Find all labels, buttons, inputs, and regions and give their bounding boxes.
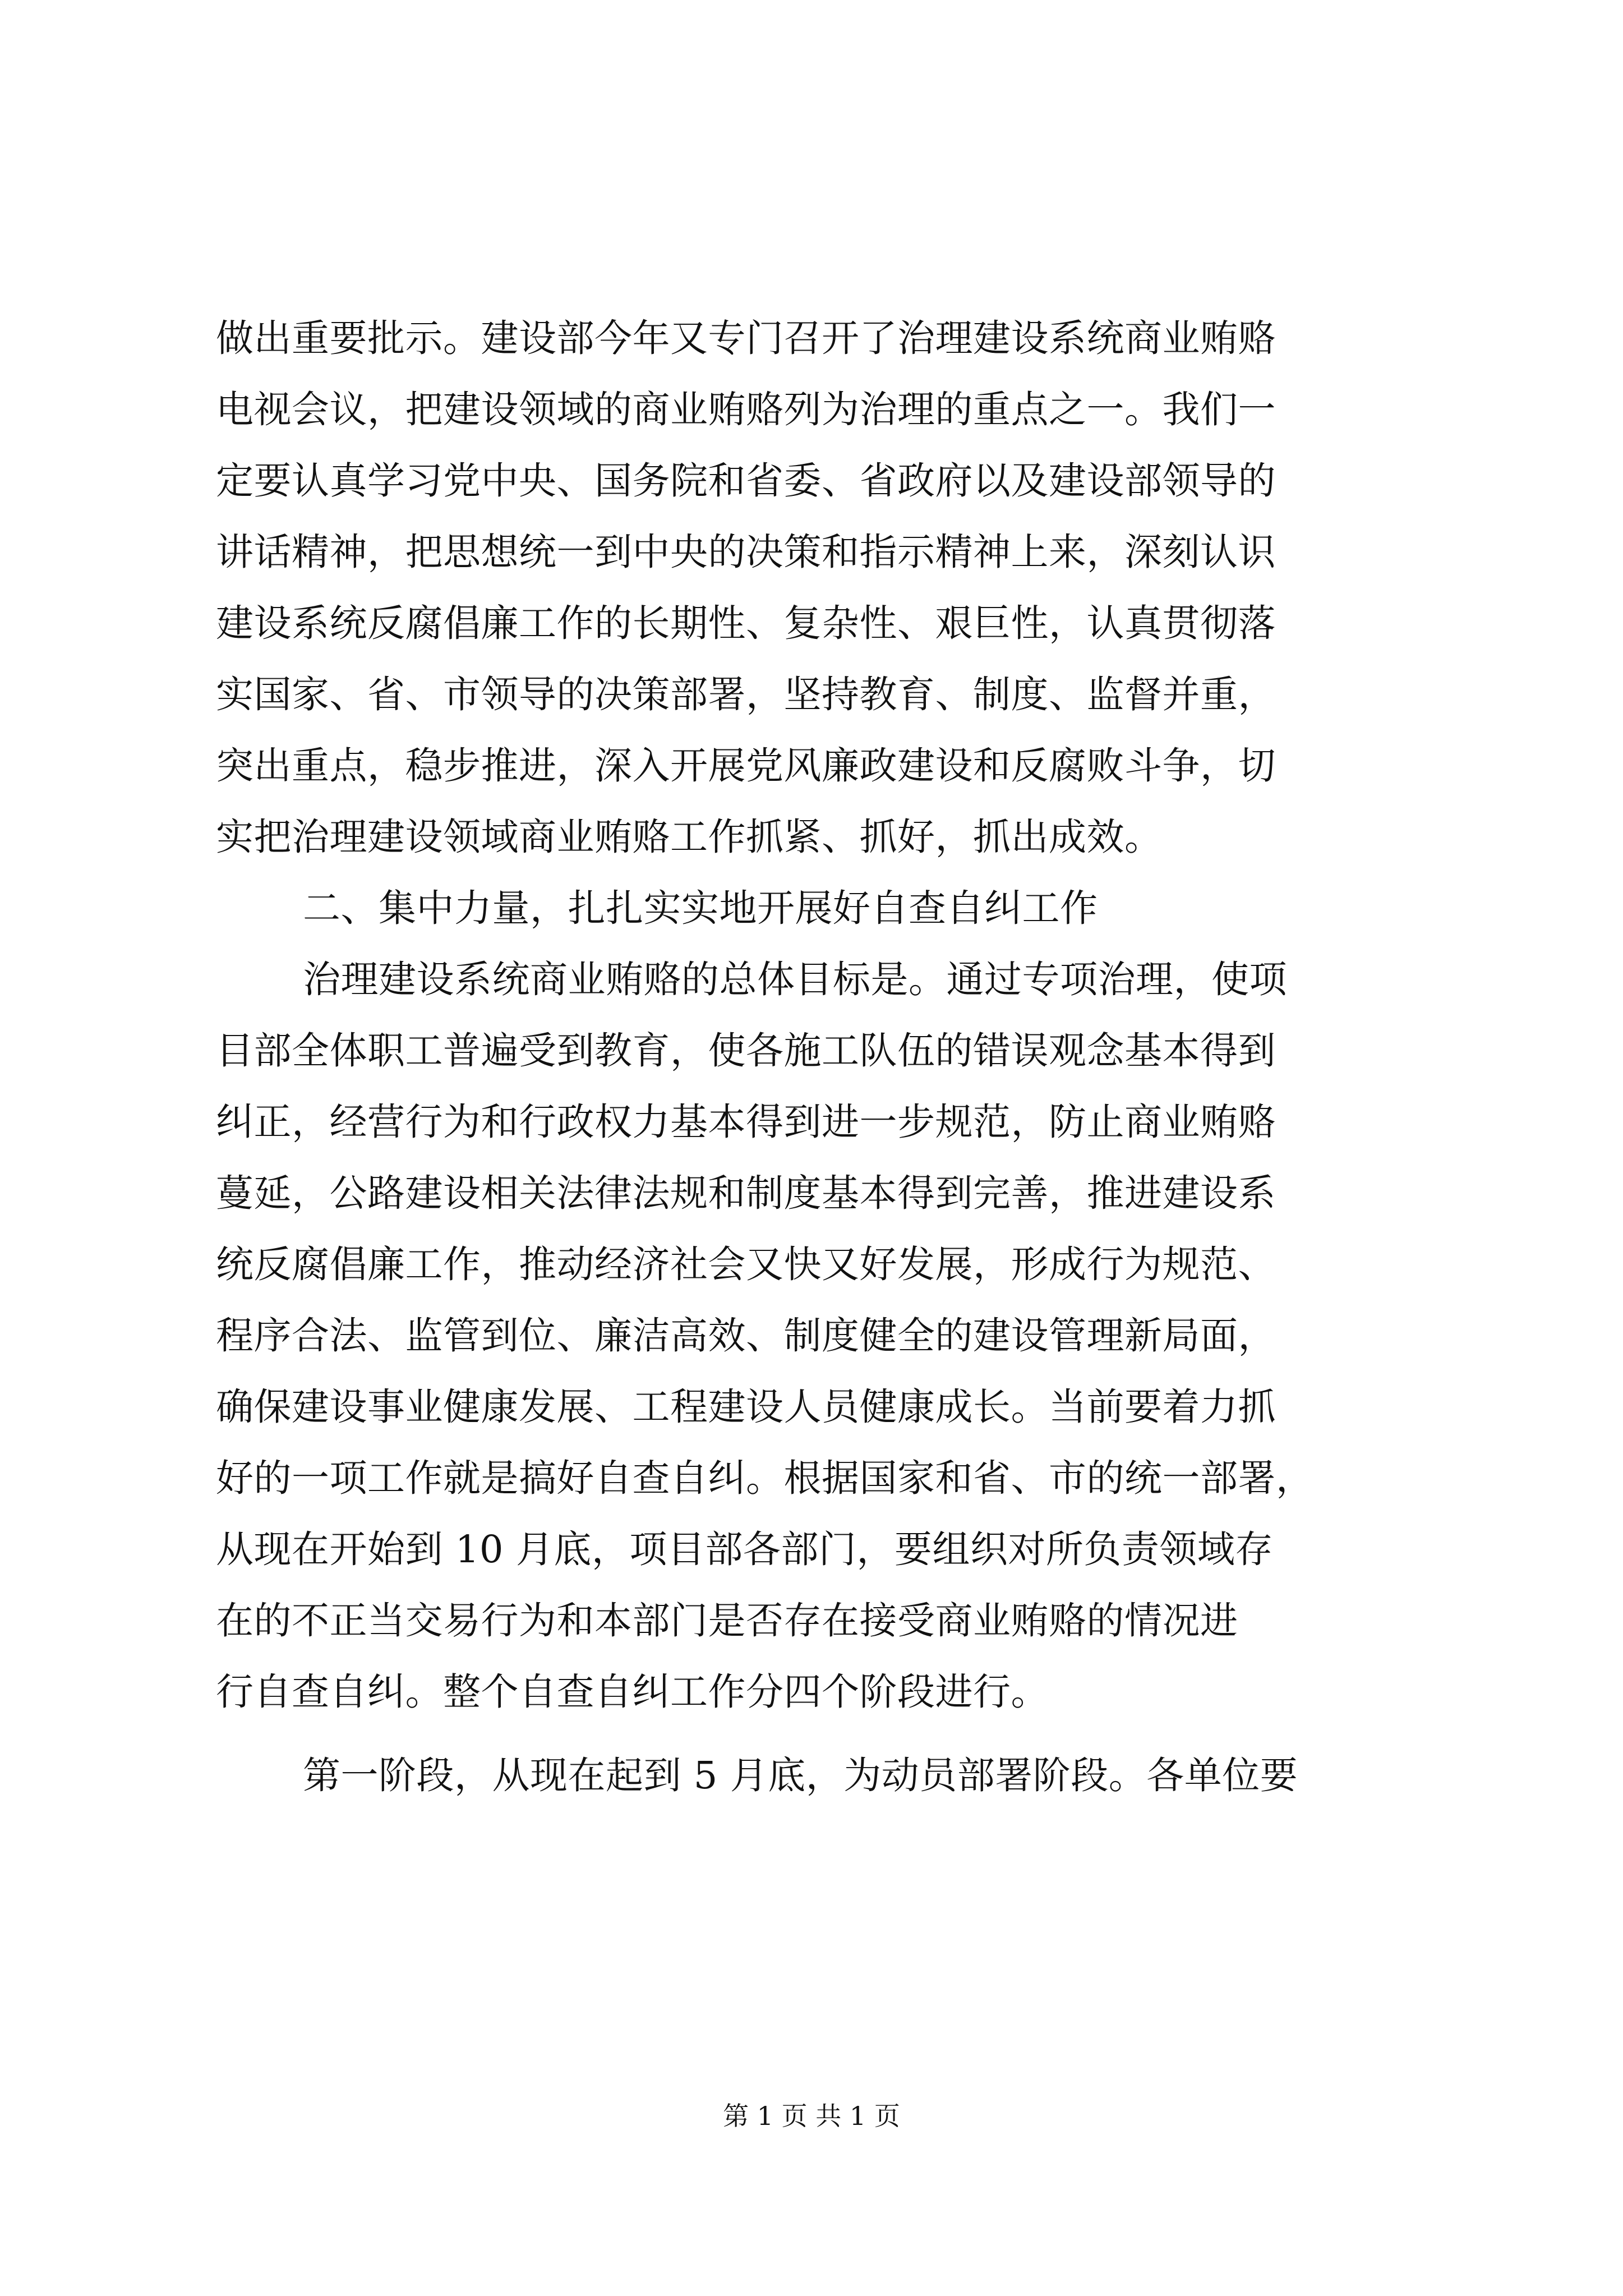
paragraph-line: 在的不正当交易行为和本部门是否存在接受商业贿赂的情况进 (216, 1599, 1238, 1642)
page-footer: 第 1 页 共 1 页 (723, 2101, 900, 2131)
paragraph-line: 好的一项工作就是搞好自查自纠。根据国家和省、市的统一部署， (216, 1456, 1314, 1500)
paragraph-line: 建设系统反腐倡廉工作的长期性、复杂性、艰巨性，认真贯彻落 (216, 601, 1276, 645)
section-heading: 二、集中力量，扎扎实实地开展好自查自纠工作 (303, 886, 1098, 930)
paragraph-line: 电视会议，把建设领域的商业贿赂列为治理的重点之一。我们一 (216, 388, 1276, 431)
paragraph-line: 从现在开始到 10 月底，项目部各部门，要组织对所负责领域存 (216, 1527, 1273, 1571)
paragraph-line: 蔓延，公路建设相关法律法规和制度基本得到完善，推进建设系 (216, 1171, 1276, 1215)
paragraph-line: 实把治理建设领域商业贿赂工作抓紧、抓好，抓出成效。 (216, 815, 1163, 859)
paragraph-line: 第一阶段，从现在起到 5 月底，为动员部署阶段。各单位要 (303, 1754, 1298, 1797)
paragraph-line: 纠正，经营行为和行政权力基本得到进一步规范，防止商业贿赂 (216, 1100, 1276, 1144)
paragraph-line: 统反腐倡廉工作，推动经济社会又快又好发展，形成行为规范、 (216, 1243, 1276, 1286)
paragraph-line: 目部全体职工普遍受到教育，使各施工队伍的错误观念基本得到 (216, 1029, 1276, 1073)
paragraph-line: 确保建设事业健康发展、工程建设人员健康成长。当前要着力抓 (216, 1385, 1276, 1429)
paragraph-line: 做出重要批示。建设部今年又专门召开了治理建设系统商业贿赂 (216, 316, 1276, 360)
paragraph-line: 实国家、省、市领导的决策部署，坚持教育、制度、监督并重， (216, 673, 1276, 716)
paragraph-line: 突出重点，稳步推进，深入开展党风廉政建设和反腐败斗争，切 (216, 744, 1276, 788)
paragraph-line: 行自查自纠。整个自查自纠工作分四个阶段进行。 (216, 1670, 1049, 1714)
paragraph-line: 讲话精神，把思想统一到中央的决策和指示精神上来，深刻认识 (216, 530, 1276, 574)
paragraph-line: 程序合法、监管到位、廉洁高效、制度健全的建设管理新局面， (216, 1314, 1276, 1358)
document-body (216, 303, 1427, 1811)
paragraph-line: 治理建设系统商业贿赂的总体目标是。通过专项治理，使项 (303, 958, 1287, 1001)
paragraph-line: 定要认真学习党中央、国务院和省委、省政府以及建设部领导的 (216, 459, 1276, 503)
